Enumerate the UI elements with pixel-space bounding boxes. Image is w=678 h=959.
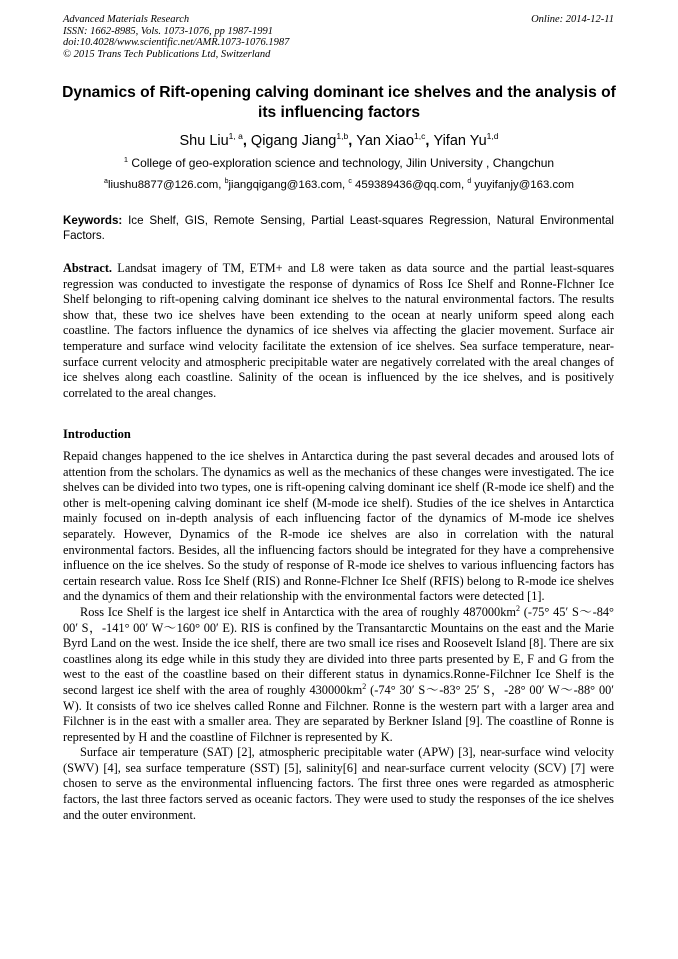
abstract-text: Landsat imagery of TM, ETM+ and L8 were taken as data source and the partial least-squares regression was conducted to investigate the response of dynamics of Ross Ice Shelf and Ronne-Flchner Ice Shelf belonging to rift-opening calving dominant ice shelves to the natural environmental factors. The results show that, these two ice shelves have been extending to the ocean at nearly uniform speed along each coastline. The factors influence the dynamics of ice shelves via affecting the glacier movement. Surface air temperature and surface wind velocity facilitate the extension of ice shelves. Sea surface temperature, near-surface current velocity and atmospheric precipitable water are negatively correlated with the areal changes of ice shelves along each coastline. Salinity of the ocean is influenced by the ice shelves, and is positively correlated to the areal changes.: [63, 261, 614, 400]
intro-paragraph-3: Surface air temperature (SAT) [2], atmospheric precipitable water (APW) [3], near-surface wind velocity (SWV) [4], sea surface temperature (SST) [5], salinity[6] and near-surface current velocity (SCV) [7] were chosen to serve as the environmental influencing factors. The first three ones were regarded as atmospheric factors, the last three factors served as oceanic factors. They were used to study the responses of the ice shelves and the outer environment.: [63, 745, 614, 822]
affiliation-text: College of geo-exploration science and technology, Jilin University , Changchun: [128, 156, 555, 170]
email-address: yuyifanjy@163.com: [471, 179, 574, 191]
area-unit-superscript: 2: [362, 681, 367, 691]
intro-paragraph-1: Repaid changes happened to the ice shelves in Antarctica during the past several decades and aroused lots of attention from the scholars. The dynamics as well as the mechanics of these changes were investigated. The ice shelves can be divided into two types, one is rift-opening calving dominant ice shelf (R-mode ice shelf) and the other is melt-opening calving dominant ice shelf (M-mode ice shelf). Studies of the ice shelves in Antarctica mainly focused on in-depth analysis of each influencing factor of the dynamics of M-mode ice shelves separately. However, Dynamics of the R-mode ice shelves are also in correlation with the natural environmental factors. Besides, all the influencing factors should be integrated for they have a comprehensive influence on the ice shelves. So the study of response of R-mode ice shelves to various influencing factors has certain research value. Ross Ice Shelf (RIS) and Ronne-Flchner Ice Shelf (RFIS) belong to R-mode ice shelves and the dynamics of them and their relationship with the environmental factors were detected [1].: [63, 449, 614, 604]
email-address: liushu8877@126.com,: [107, 179, 225, 191]
paper-title: Dynamics of Rift-opening calving dominant ice shelves and the analysis of its influencing factors: [62, 84, 616, 121]
author-list: [0, 131, 678, 151]
abstract: [63, 261, 614, 401]
section-heading-introduction: Introduction: [63, 427, 131, 441]
area-unit-superscript: 2: [515, 603, 520, 613]
issn-line: ISSN: 1662-8985, Vols. 1073-1076, pp 1987-1991: [63, 25, 273, 37]
email-mark: a: [104, 178, 108, 185]
author-separator: ,: [425, 133, 434, 149]
author-affil-mark: 1,c: [414, 131, 426, 141]
author-affil-mark: 1,b: [336, 131, 349, 141]
author-affil-mark: 1,d: [486, 131, 499, 141]
affiliation: [0, 156, 678, 171]
keywords-label: Keywords:: [63, 214, 123, 227]
journal-header: [63, 14, 289, 60]
intro-p2-text: (-75° 45′ S～-84° 00′ S，-141° 00′ W～160° 00′ E). RIS is confined by the Transantarctic Mountains on the east and the Marie Byrd Land on the west. Inside the ice shelf, there are two small ice rises and Roosevelt Island [8]. There are six coastlines along its edge while in this study they are divided into three parts presented by E, F and G from the west to the east of the coastline based on their different status in dynamics.Ronne-Filchner Ice Shelf is the second largest ice shelf with the area of roughly 430000km: [63, 604, 614, 697]
abstract-label: Abstract.: [63, 261, 113, 275]
doi-line: doi:10.4028/www.scientific.net/AMR.1073-1076.1987: [63, 37, 290, 48]
introduction-body: [63, 449, 614, 823]
intro-p2-text: (-74° 30′ S～-83° 25′ S，-28° 00′ W～-88° 00′ W). It consists of two ice shelves called Ronne and Filchner. Ronne is the western part with a larger area and Filchner is in the east with a smaller area. They are separated by Berkner Island [9]. The coastline of Ronne is represented by H and the coastline of Filchner is represented by K.: [63, 682, 614, 744]
author-name: Yifan Yu: [433, 133, 487, 149]
copyright-line: © 2015 Trans Tech Publications Ltd, Switzerland: [63, 48, 271, 60]
author-name: Yan Xiao: [356, 133, 415, 149]
author-affil-mark: 1, a: [228, 131, 243, 141]
keywords-text: Ice Shelf, GIS, Remote Sensing, Partial Least-squares Regression, Natural Environmental Factors.: [63, 214, 614, 243]
email-mark: d: [467, 178, 472, 185]
email-address: 459389436@qq.com,: [351, 179, 468, 191]
email-address: jiangqigang@163.com,: [228, 179, 349, 191]
intro-paragraph-2: [63, 605, 614, 745]
author-separator: ,: [348, 133, 357, 149]
email-mark: c: [348, 178, 352, 185]
keywords: [63, 213, 614, 244]
journal-name: Advanced Materials Research: [63, 14, 190, 25]
affiliation-mark: 1: [123, 155, 129, 164]
author-name: Shu Liu: [179, 133, 229, 149]
author-name: Qigang Jiang: [250, 133, 337, 149]
intro-p2-text: Ross Ice Shelf is the largest ice shelf in Antarctica with the area of roughly 487000km: [80, 604, 516, 619]
email-mark: b: [224, 178, 229, 185]
online-date: Online: 2014-12-11: [531, 14, 614, 25]
email-list: [0, 178, 678, 193]
author-separator: ,: [242, 133, 251, 149]
